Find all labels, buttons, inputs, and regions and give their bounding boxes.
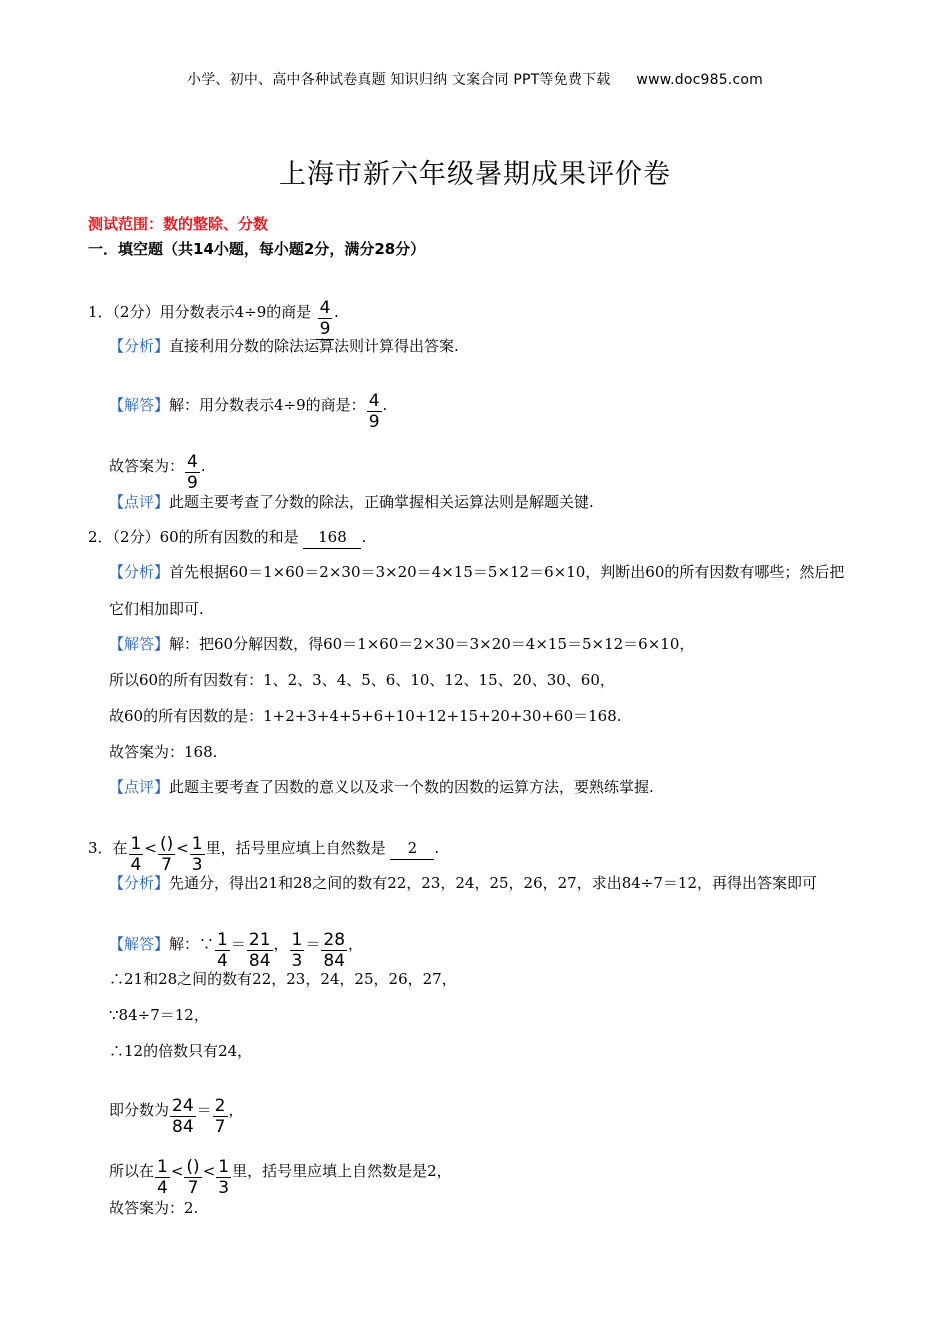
q2-answer-line-2: 所以60的所有因数有：1、2、3、4、5、6、10、12、15、20、30、60， (109, 671, 615, 689)
fraction: $\frac{28}{84}$ (323, 930, 346, 971)
answer-blank-1 (316, 298, 334, 340)
answer-tag: 【解答】 (109, 635, 170, 653)
fraction: $\frac{()}{7}$ (159, 834, 174, 875)
q3-answer-line-4: ∴12的倍数只有24， (109, 1042, 253, 1060)
fraction: $\frac{4}{9}$ (319, 298, 331, 339)
q2-comment: 【点评】此题主要考查了因数的意义以及求一个数的因数的运算方法，要熟练掌握. (109, 778, 654, 796)
comment-tag: 【点评】 (109, 778, 170, 796)
fraction: $\frac{1}{3}$ (218, 1157, 230, 1198)
fraction: $\frac{21}{84}$ (248, 930, 271, 971)
answer-blank-3: 2 (390, 837, 434, 860)
question-2: 2．（2分）60的所有因数的和是 168 . (88, 526, 366, 549)
q3-answer-line-6: 所以在 $\frac{1}{4}$ < $\frac{()}{7}$ < $\frac{1}{3}$ 里，括号里应填上自然数是是2， (109, 1157, 452, 1198)
q2-analysis-cont: 它们相加即可. (109, 600, 204, 618)
fraction: $\frac{1}{4}$ (157, 1157, 168, 1198)
q3-answer-line-5: 即分数为 $\frac{24}{84}$ ＝ $\frac{2}{7}$ ， (109, 1096, 244, 1137)
q1-answer: 【解答】解：用分数表示4÷9的商是： $\frac{4}{9}$ . (109, 391, 388, 432)
answer-tag: 【解答】 (109, 935, 170, 953)
question-3: 3．在 $\frac{1}{4}$ < $\frac{()}{7}$ < $\frac{1}{3}$ 里，括号里应填上自然数是 2 . (88, 834, 440, 875)
analysis-tag: 【分析】 (109, 337, 170, 355)
q1-analysis: 【分析】直接利用分数的除法运算法则计算得出答案. (109, 337, 459, 355)
section-heading: 一．填空题（共14小题，每小题2分，满分28分） (88, 240, 426, 258)
fraction: $\frac{24}{84}$ (172, 1096, 194, 1137)
q3-answer: 【解答】解：∵ $\frac{1}{4}$ ＝ $\frac{21}{84}$ ， $\frac{1}{3}$ ＝ $\frac{28}{84}$ ， (109, 930, 364, 971)
analysis-tag: 【分析】 (109, 563, 170, 581)
fraction: $\frac{1}{4}$ (130, 834, 142, 875)
fraction: $\frac{1}{3}$ (191, 834, 203, 875)
question-2-text: 2．（2分）60的所有因数的和是 (88, 528, 299, 546)
q2-analysis: 【分析】首先根据60＝1×60＝2×30＝3×20＝4×15＝5×12＝6×10，判断出60的所有因数有哪些；然后把 (109, 563, 845, 581)
fraction: $\frac{1}{4}$ (217, 930, 228, 971)
fraction: $\frac{4}{9}$ (368, 391, 380, 432)
q3-answer-line-3: ∵84÷7＝12， (109, 1006, 209, 1024)
fraction: $\frac{2}{7}$ (214, 1096, 226, 1137)
header-text: 小学、初中、高中各种试卷真题 知识归纳 文案合同 PPT等免费下载 (187, 72, 611, 88)
comment-tag: 【点评】 (109, 493, 170, 511)
q3-answer-line-2: ∴21和28之间的数有22，23，24，25，26，27， (109, 970, 457, 988)
fraction: $\frac{()}{7}$ (186, 1157, 200, 1198)
header-site-link[interactable]: www.doc985.com (636, 72, 763, 88)
test-scope: 测试范围：数的整除、分数 (88, 215, 269, 233)
q1-final-answer: 故答案为： $\frac{4}{9}$ . (109, 452, 206, 493)
page-title: 上海市新六年级暑期成果评价卷 (279, 159, 671, 190)
q3-analysis: 【分析】先通分，得出21和28之间的数有22，23，24，25，26，27，求出84÷7＝12，再得出答案即可 (109, 874, 817, 892)
question-1: 1．（2分）用分数表示4÷9的商是 $\frac{4}{9}$ . (88, 298, 339, 339)
answer-tag: 【解答】 (109, 396, 170, 414)
fraction: $\frac{4}{9}$ (187, 452, 198, 493)
question-1-text: 1．（2分）用分数表示4÷9的商是 (88, 303, 312, 321)
fraction: $\frac{1}{3}$ (291, 930, 303, 971)
q2-final-answer: 故答案为：168. (109, 743, 218, 761)
q1-comment: 【点评】此题主要考查了分数的除法，正确掌握相关运算法则是解题关键. (109, 493, 594, 511)
analysis-tag: 【分析】 (109, 874, 170, 892)
page-header (0, 69, 950, 89)
q2-answer-line-3: 故60的所有因数的是：1+2+3+4+5+6+10+12+15+20+30+60＝168. (109, 707, 622, 725)
q3-final-answer: 故答案为：2. (109, 1199, 199, 1217)
answer-blank-2: 168 (303, 526, 361, 549)
q2-answer: 【解答】解：把60分解因数，得60＝1×60＝2×30＝3×20＝4×15＝5×12＝6×10， (109, 635, 695, 653)
